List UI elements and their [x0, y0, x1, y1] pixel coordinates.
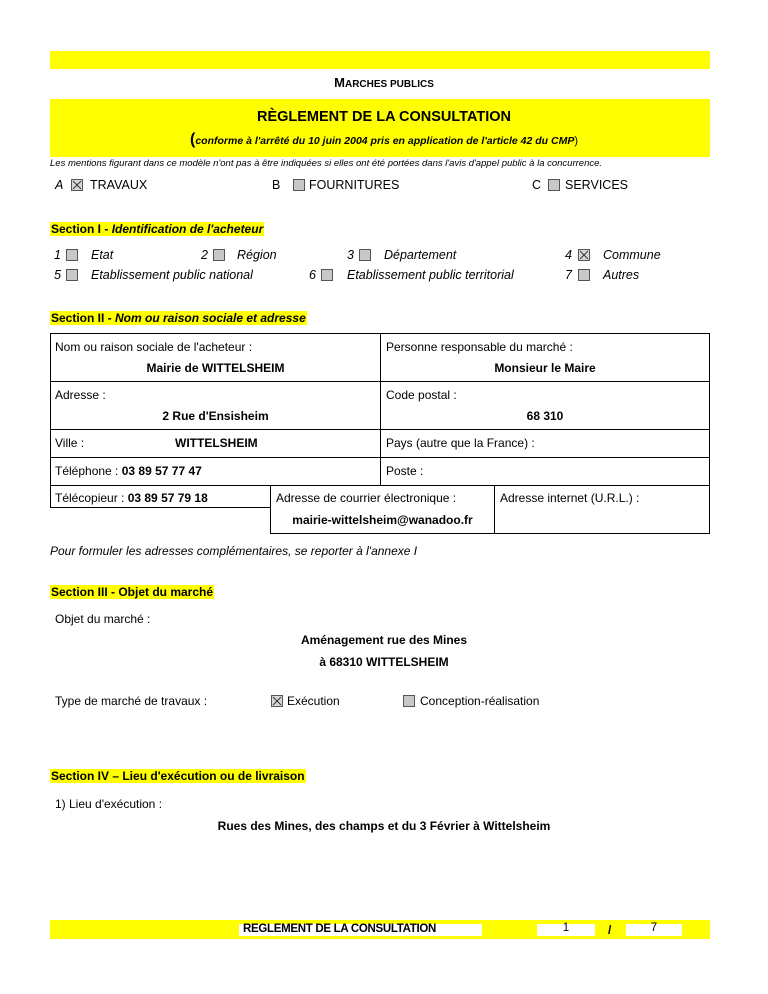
- annexe-note: Pour formuler les adresses complémentaires, se reporter à l'annexe I: [50, 544, 418, 558]
- cp-label: Code postal :: [386, 388, 457, 402]
- acheteur-7-num: 7: [565, 268, 572, 282]
- resp-label: Personne responsable du marché :: [386, 340, 573, 354]
- acheteur-3-num: 3: [347, 248, 354, 262]
- adresse-label: Adresse :: [55, 388, 106, 402]
- acheteur-3-label: Département: [384, 248, 457, 262]
- acheteur-4-num: 4: [565, 248, 572, 262]
- objet-label: Objet du marché :: [55, 612, 151, 626]
- objet-line-2: à 68310 WITTELSHEIM: [319, 655, 449, 669]
- nom-value: Mairie de WITTELSHEIM: [146, 361, 285, 375]
- acheteur-5-num: 5: [54, 268, 61, 282]
- acheteur-7-checkbox[interactable]: [578, 269, 590, 281]
- url-label: Adresse internet (U.R.L.) :: [500, 491, 640, 505]
- email-label: Adresse de courrier électronique :: [276, 491, 457, 505]
- acheteur-2-checkbox[interactable]: [213, 249, 225, 261]
- resp-value: Monsieur le Maire: [494, 361, 596, 375]
- option-a-checkbox[interactable]: [71, 179, 83, 191]
- marches-publics-title: MARCHES PUBLICS: [334, 75, 434, 90]
- footer-label: REGLEMENT DE LA CONSULTATION: [243, 923, 437, 935]
- option-c-letter: C: [532, 178, 542, 192]
- conception-label: Conception-réalisation: [420, 694, 540, 708]
- option-b-checkbox[interactable]: [293, 179, 305, 191]
- ville-value: WITTELSHEIM: [175, 436, 258, 450]
- section-3-heading: Section III - Objet du marché: [51, 585, 214, 599]
- objet-line-1: Aménagement rue des Mines: [300, 633, 468, 647]
- pays-label: Pays (autre que la France) :: [386, 436, 535, 450]
- footer-sep: /: [608, 923, 612, 937]
- notice-text: Les mentions figurant dans ce modèle n'ont pas à être indiquées si elles ont été portées dans l'avis d'appel public à la concurrence.: [50, 158, 603, 169]
- reglement-title: RÈGLEMENT DE LA CONSULTATION: [256, 109, 511, 125]
- acheteur-4-label: Commune: [603, 248, 661, 262]
- cp-value: 68 310: [526, 409, 564, 423]
- acheteur-1-checkbox[interactable]: [66, 249, 78, 261]
- acheteur-5-label: Etablissement public national: [91, 268, 253, 282]
- conforme-line: (conforme à l'arrêté du 10 juin 2004 pris en application de l'article 42 du CMP): [189, 131, 579, 148]
- footer-page: 1: [562, 922, 570, 934]
- adresse-value: 2 Rue d'Ensisheim: [162, 409, 269, 423]
- ville-label: Ville :: [55, 436, 85, 450]
- section-4-heading: Section IV – Lieu d'exécution ou de livraison: [51, 769, 305, 783]
- execution-checkbox[interactable]: [271, 695, 283, 707]
- execution-label: Exécution: [287, 694, 340, 708]
- type-marche-label: Type de marché de travaux :: [55, 694, 208, 708]
- acheteur-6-label: Etablissement public territorial: [347, 268, 514, 282]
- acheteur-4-checkbox[interactable]: [578, 249, 590, 261]
- option-c-checkbox[interactable]: [548, 179, 560, 191]
- option-b-label: FOURNITURES: [309, 178, 400, 192]
- option-a-letter: A: [55, 178, 64, 192]
- poste-cell: [380, 457, 710, 486]
- option-c-label: SERVICES: [565, 178, 628, 192]
- acheteur-6-checkbox[interactable]: [321, 269, 333, 281]
- footer-total: 7: [650, 922, 658, 934]
- top-band: [50, 51, 710, 69]
- acheteur-6-num: 6: [309, 268, 316, 282]
- fax-line: Télécopieur : 03 89 57 79 18: [55, 491, 208, 505]
- acheteur-2-label: Région: [237, 248, 277, 262]
- lieu-value: Rues des Mines, des champs et du 3 Février à Wittelsheim: [217, 819, 551, 833]
- section-2-heading: Section II - Nom ou raison sociale et adresse: [51, 311, 306, 325]
- nom-label: Nom ou raison sociale de l'acheteur :: [55, 340, 253, 354]
- email-value[interactable]: mairie-wittelsheim@wanadoo.fr: [292, 513, 473, 527]
- poste-label: Poste :: [386, 464, 424, 478]
- acheteur-7-label: Autres: [603, 268, 640, 282]
- acheteur-1-num: 1: [54, 248, 61, 262]
- conception-checkbox[interactable]: [403, 695, 415, 707]
- acheteur-5-checkbox[interactable]: [66, 269, 78, 281]
- acheteur-2-num: 2: [201, 248, 208, 262]
- acheteur-3-checkbox[interactable]: [359, 249, 371, 261]
- acheteur-1-label: Etat: [91, 248, 114, 262]
- tel-line: Téléphone : 03 89 57 77 47: [55, 464, 202, 478]
- option-a-label: TRAVAUX: [90, 178, 148, 192]
- section-1-heading: Section I - Identification de l'acheteur: [51, 222, 264, 236]
- lieu-label: 1) Lieu d'exécution :: [55, 797, 163, 811]
- option-b-letter: B: [272, 178, 281, 192]
